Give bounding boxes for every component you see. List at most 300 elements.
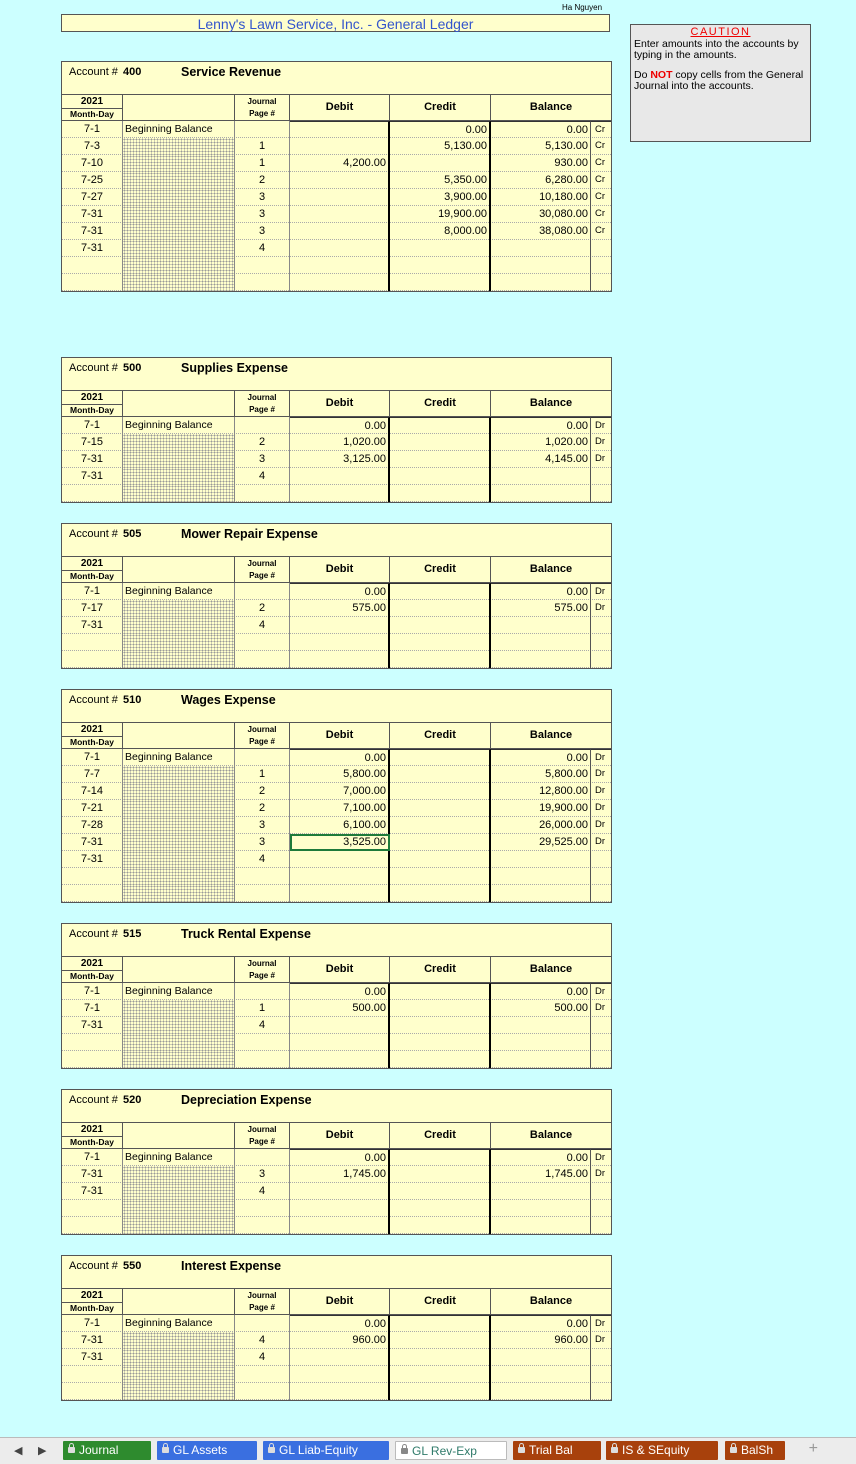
date-cell[interactable]: 7-1 <box>62 1315 123 1332</box>
balance-cell[interactable]: 1,020.00 <box>491 434 591 451</box>
credit-cell[interactable] <box>390 1149 491 1166</box>
balance-cell[interactable] <box>491 1217 591 1234</box>
description-cell[interactable] <box>123 800 235 817</box>
journal-page-cell[interactable]: 4 <box>235 1017 290 1034</box>
balance-cell[interactable]: 0.00 <box>491 121 591 138</box>
description-cell[interactable] <box>123 206 235 223</box>
journal-page-cell[interactable] <box>235 1149 290 1166</box>
balance-type-cell[interactable] <box>591 617 611 634</box>
debit-cell[interactable]: 0.00 <box>290 417 390 434</box>
description-cell[interactable] <box>123 1051 235 1068</box>
date-cell[interactable]: 7-31 <box>62 240 123 257</box>
debit-cell[interactable] <box>290 138 390 155</box>
date-cell[interactable] <box>62 1217 123 1234</box>
date-cell[interactable] <box>62 1366 123 1383</box>
balance-type-cell[interactable]: Cr <box>595 225 606 236</box>
balance-cell[interactable] <box>491 1383 591 1400</box>
description-cell[interactable]: Beginning Balance <box>123 417 235 434</box>
description-cell[interactable] <box>123 240 235 257</box>
journal-page-cell[interactable]: 2 <box>235 783 290 800</box>
balance-type-cell[interactable] <box>591 274 611 291</box>
credit-cell[interactable] <box>390 783 491 800</box>
credit-cell[interactable]: 19,900.00 <box>390 206 491 223</box>
balance-type-cell[interactable]: Dr <box>595 768 606 779</box>
debit-cell[interactable]: 0.00 <box>290 983 390 1000</box>
credit-cell[interactable] <box>390 1000 491 1017</box>
description-cell[interactable] <box>123 189 235 206</box>
description-cell[interactable] <box>123 834 235 851</box>
journal-page-cell[interactable] <box>235 983 290 1000</box>
date-cell[interactable]: 7-1 <box>62 1149 123 1166</box>
debit-cell[interactable] <box>290 634 390 651</box>
tab-trial-bal[interactable] <box>513 1441 601 1460</box>
prev-sheet-button[interactable]: ◀ <box>14 1445 23 1457</box>
credit-cell[interactable]: 3,900.00 <box>390 189 491 206</box>
debit-cell[interactable] <box>290 172 390 189</box>
balance-type-cell[interactable]: Dr <box>595 836 606 847</box>
date-cell[interactable] <box>62 1383 123 1400</box>
balance-type-cell[interactable]: Dr <box>595 785 606 796</box>
balance-type-cell[interactable]: Dr <box>595 436 606 447</box>
journal-page-cell[interactable] <box>235 1200 290 1217</box>
balance-type-cell[interactable]: Dr <box>595 1334 606 1345</box>
date-cell[interactable]: 7-1 <box>62 417 123 434</box>
debit-cell[interactable] <box>290 240 390 257</box>
balance-cell[interactable] <box>491 1034 591 1051</box>
debit-cell[interactable]: 1,020.00 <box>290 434 390 451</box>
journal-page-cell[interactable]: 1 <box>235 766 290 783</box>
description-cell[interactable]: Beginning Balance <box>123 749 235 766</box>
date-cell[interactable]: 7-21 <box>62 800 123 817</box>
balance-type-cell[interactable] <box>591 1200 611 1217</box>
credit-cell[interactable] <box>390 257 491 274</box>
credit-cell[interactable] <box>390 417 491 434</box>
balance-type-cell[interactable] <box>591 1349 611 1366</box>
date-cell[interactable]: 7-25 <box>62 172 123 189</box>
date-cell[interactable] <box>62 634 123 651</box>
journal-page-cell[interactable]: 1 <box>235 1000 290 1017</box>
balance-type-cell[interactable]: Dr <box>595 1002 606 1013</box>
balance-cell[interactable]: 0.00 <box>491 583 591 600</box>
date-cell[interactable]: 7-15 <box>62 434 123 451</box>
date-cell[interactable] <box>62 274 123 291</box>
description-cell[interactable] <box>123 885 235 902</box>
tab-gl-liab-equity[interactable] <box>263 1441 389 1460</box>
balance-cell[interactable] <box>491 1349 591 1366</box>
description-cell[interactable] <box>123 1183 235 1200</box>
description-cell[interactable]: Beginning Balance <box>123 121 235 138</box>
journal-page-cell[interactable]: 4 <box>235 617 290 634</box>
balance-cell[interactable]: 5,800.00 <box>491 766 591 783</box>
balance-type-cell[interactable]: Cr <box>595 140 606 151</box>
description-cell[interactable] <box>123 1017 235 1034</box>
debit-cell[interactable] <box>290 1349 390 1366</box>
date-cell[interactable]: 7-1 <box>62 583 123 600</box>
description-cell[interactable] <box>123 1349 235 1366</box>
journal-page-cell[interactable]: 4 <box>235 468 290 485</box>
balance-type-cell[interactable] <box>591 468 611 485</box>
debit-cell[interactable]: 4,200.00 <box>290 155 390 172</box>
date-cell[interactable]: 7-1 <box>62 749 123 766</box>
next-sheet-button[interactable]: ▶ <box>38 1445 47 1457</box>
credit-cell[interactable] <box>390 868 491 885</box>
description-cell[interactable] <box>123 851 235 868</box>
credit-cell[interactable]: 5,130.00 <box>390 138 491 155</box>
balance-cell[interactable]: 19,900.00 <box>491 800 591 817</box>
debit-cell[interactable] <box>290 1051 390 1068</box>
journal-page-cell[interactable] <box>235 417 290 434</box>
journal-page-cell[interactable] <box>235 749 290 766</box>
journal-page-cell[interactable]: 3 <box>235 1166 290 1183</box>
balance-type-cell[interactable] <box>591 1034 611 1051</box>
add-sheet-button[interactable]: + <box>808 1440 818 1457</box>
credit-cell[interactable] <box>390 1017 491 1034</box>
date-cell[interactable]: 7-31 <box>62 223 123 240</box>
debit-cell[interactable] <box>290 1183 390 1200</box>
debit-cell[interactable] <box>290 121 390 138</box>
description-cell[interactable] <box>123 468 235 485</box>
date-cell[interactable]: 7-17 <box>62 600 123 617</box>
debit-cell[interactable]: 0.00 <box>290 583 390 600</box>
balance-cell[interactable]: 10,180.00 <box>491 189 591 206</box>
debit-cell[interactable] <box>290 206 390 223</box>
balance-cell[interactable]: 500.00 <box>491 1000 591 1017</box>
debit-cell[interactable] <box>290 617 390 634</box>
description-cell[interactable] <box>123 1383 235 1400</box>
description-cell[interactable] <box>123 1000 235 1017</box>
balance-type-cell[interactable]: Dr <box>595 1168 606 1179</box>
debit-cell[interactable] <box>290 1383 390 1400</box>
debit-cell[interactable] <box>290 1217 390 1234</box>
balance-type-cell[interactable]: Dr <box>595 453 606 464</box>
balance-cell[interactable]: 0.00 <box>491 983 591 1000</box>
balance-cell[interactable] <box>491 1017 591 1034</box>
description-cell[interactable] <box>123 138 235 155</box>
description-cell[interactable] <box>123 155 235 172</box>
credit-cell[interactable] <box>390 468 491 485</box>
date-cell[interactable]: 7-31 <box>62 1332 123 1349</box>
balance-cell[interactable] <box>491 485 591 502</box>
balance-type-cell[interactable]: Dr <box>595 802 606 813</box>
credit-cell[interactable] <box>390 1315 491 1332</box>
balance-cell[interactable] <box>491 851 591 868</box>
credit-cell[interactable] <box>390 1183 491 1200</box>
journal-page-cell[interactable]: 3 <box>235 451 290 468</box>
description-cell[interactable] <box>123 634 235 651</box>
credit-cell[interactable] <box>390 155 491 172</box>
date-cell[interactable]: 7-1 <box>62 1000 123 1017</box>
debit-cell[interactable]: 575.00 <box>290 600 390 617</box>
debit-cell[interactable] <box>290 1034 390 1051</box>
debit-cell[interactable]: 3,125.00 <box>290 451 390 468</box>
journal-page-cell[interactable] <box>235 885 290 902</box>
debit-cell[interactable]: 7,100.00 <box>290 800 390 817</box>
journal-page-cell[interactable]: 3 <box>235 817 290 834</box>
description-cell[interactable] <box>123 651 235 668</box>
description-cell[interactable]: Beginning Balance <box>123 983 235 1000</box>
date-cell[interactable]: 7-1 <box>62 983 123 1000</box>
description-cell[interactable] <box>123 223 235 240</box>
balance-type-cell[interactable] <box>591 1383 611 1400</box>
description-cell[interactable] <box>123 1332 235 1349</box>
balance-type-cell[interactable] <box>591 1217 611 1234</box>
date-cell[interactable]: 7-7 <box>62 766 123 783</box>
balance-type-cell[interactable]: Dr <box>595 602 606 613</box>
credit-cell[interactable] <box>390 451 491 468</box>
date-cell[interactable]: 7-10 <box>62 155 123 172</box>
tab-balsh[interactable] <box>725 1441 785 1460</box>
credit-cell[interactable] <box>390 485 491 502</box>
balance-cell[interactable]: 29,525.00 <box>491 834 591 851</box>
journal-page-cell[interactable]: 1 <box>235 138 290 155</box>
balance-type-cell[interactable]: Cr <box>595 174 606 185</box>
journal-page-cell[interactable] <box>235 1034 290 1051</box>
date-cell[interactable]: 7-31 <box>62 834 123 851</box>
journal-page-cell[interactable] <box>235 1217 290 1234</box>
balance-type-cell[interactable]: Dr <box>591 749 611 766</box>
balance-type-cell[interactable]: Dr <box>591 417 611 434</box>
credit-cell[interactable] <box>390 1200 491 1217</box>
balance-cell[interactable] <box>491 617 591 634</box>
debit-cell[interactable] <box>290 851 390 868</box>
description-cell[interactable]: Beginning Balance <box>123 1149 235 1166</box>
debit-cell[interactable]: 6,100.00 <box>290 817 390 834</box>
debit-cell[interactable] <box>290 274 390 291</box>
credit-cell[interactable] <box>390 885 491 902</box>
credit-cell[interactable] <box>390 817 491 834</box>
balance-cell[interactable]: 575.00 <box>491 600 591 617</box>
debit-cell[interactable] <box>290 885 390 902</box>
credit-cell[interactable] <box>390 651 491 668</box>
credit-cell[interactable] <box>390 583 491 600</box>
credit-cell[interactable] <box>390 1383 491 1400</box>
credit-cell[interactable] <box>390 749 491 766</box>
balance-type-cell[interactable] <box>591 868 611 885</box>
debit-cell[interactable]: 0.00 <box>290 1149 390 1166</box>
journal-page-cell[interactable]: 2 <box>235 600 290 617</box>
journal-page-cell[interactable] <box>235 121 290 138</box>
balance-type-cell[interactable] <box>591 1051 611 1068</box>
debit-cell[interactable]: 0.00 <box>290 749 390 766</box>
description-cell[interactable] <box>123 1034 235 1051</box>
balance-cell[interactable]: 930.00 <box>491 155 591 172</box>
balance-cell[interactable]: 1,745.00 <box>491 1166 591 1183</box>
date-cell[interactable]: 7-31 <box>62 851 123 868</box>
debit-cell[interactable]: 3,525.00 <box>290 834 390 851</box>
balance-type-cell[interactable]: Dr <box>591 583 611 600</box>
journal-page-cell[interactable] <box>235 1315 290 1332</box>
balance-type-cell[interactable]: Cr <box>595 208 606 219</box>
balance-type-cell[interactable]: Cr <box>595 191 606 202</box>
date-cell[interactable]: 7-31 <box>62 206 123 223</box>
description-cell[interactable]: Beginning Balance <box>123 583 235 600</box>
balance-cell[interactable]: 0.00 <box>491 417 591 434</box>
balance-cell[interactable] <box>491 240 591 257</box>
tab-gl-rev-exp[interactable] <box>395 1441 507 1460</box>
tab-gl-assets[interactable] <box>157 1441 257 1460</box>
description-cell[interactable] <box>123 766 235 783</box>
journal-page-cell[interactable] <box>235 1366 290 1383</box>
credit-cell[interactable] <box>390 1217 491 1234</box>
credit-cell[interactable] <box>390 434 491 451</box>
balance-type-cell[interactable]: Dr <box>591 983 611 1000</box>
debit-cell[interactable]: 1,745.00 <box>290 1166 390 1183</box>
credit-cell[interactable] <box>390 766 491 783</box>
description-cell[interactable]: Beginning Balance <box>123 1315 235 1332</box>
date-cell[interactable]: 7-31 <box>62 1017 123 1034</box>
balance-type-cell[interactable] <box>591 651 611 668</box>
balance-type-cell[interactable]: Cr <box>595 157 606 168</box>
balance-type-cell[interactable] <box>591 485 611 502</box>
date-cell[interactable]: 7-31 <box>62 451 123 468</box>
balance-cell[interactable] <box>491 634 591 651</box>
credit-cell[interactable] <box>390 851 491 868</box>
credit-cell[interactable] <box>390 800 491 817</box>
description-cell[interactable] <box>123 783 235 800</box>
balance-cell[interactable]: 0.00 <box>491 749 591 766</box>
tab-journal[interactable] <box>63 1441 151 1460</box>
credit-cell[interactable] <box>390 1332 491 1349</box>
journal-page-cell[interactable]: 4 <box>235 240 290 257</box>
journal-page-cell[interactable]: 2 <box>235 800 290 817</box>
balance-cell[interactable] <box>491 274 591 291</box>
balance-cell[interactable] <box>491 1183 591 1200</box>
journal-page-cell[interactable]: 2 <box>235 172 290 189</box>
credit-cell[interactable] <box>390 834 491 851</box>
journal-page-cell[interactable] <box>235 1051 290 1068</box>
debit-cell[interactable] <box>290 1200 390 1217</box>
balance-cell[interactable] <box>491 1200 591 1217</box>
journal-page-cell[interactable]: 3 <box>235 206 290 223</box>
credit-cell[interactable] <box>390 1349 491 1366</box>
date-cell[interactable]: 7-28 <box>62 817 123 834</box>
balance-cell[interactable]: 38,080.00 <box>491 223 591 240</box>
description-cell[interactable] <box>123 868 235 885</box>
balance-type-cell[interactable]: Dr <box>595 819 606 830</box>
date-cell[interactable]: 7-31 <box>62 1349 123 1366</box>
date-cell[interactable]: 7-14 <box>62 783 123 800</box>
date-cell[interactable]: 7-31 <box>62 617 123 634</box>
debit-cell[interactable] <box>290 468 390 485</box>
journal-page-cell[interactable] <box>235 583 290 600</box>
credit-cell[interactable] <box>390 1166 491 1183</box>
balance-type-cell[interactable]: Cr <box>591 121 611 138</box>
balance-cell[interactable]: 4,145.00 <box>491 451 591 468</box>
balance-type-cell[interactable] <box>591 240 611 257</box>
balance-type-cell[interactable] <box>591 1017 611 1034</box>
balance-cell[interactable]: 960.00 <box>491 1332 591 1349</box>
description-cell[interactable] <box>123 274 235 291</box>
debit-cell[interactable]: 500.00 <box>290 1000 390 1017</box>
balance-type-cell[interactable]: Dr <box>591 1149 611 1166</box>
balance-cell[interactable] <box>491 1051 591 1068</box>
balance-cell[interactable]: 26,000.00 <box>491 817 591 834</box>
debit-cell[interactable]: 960.00 <box>290 1332 390 1349</box>
description-cell[interactable] <box>123 172 235 189</box>
debit-cell[interactable] <box>290 1366 390 1383</box>
balance-cell[interactable] <box>491 868 591 885</box>
debit-cell[interactable]: 5,800.00 <box>290 766 390 783</box>
description-cell[interactable] <box>123 257 235 274</box>
date-cell[interactable] <box>62 868 123 885</box>
balance-type-cell[interactable] <box>591 885 611 902</box>
balance-cell[interactable] <box>491 257 591 274</box>
balance-cell[interactable]: 6,280.00 <box>491 172 591 189</box>
debit-cell[interactable] <box>290 223 390 240</box>
description-cell[interactable] <box>123 600 235 617</box>
balance-cell[interactable] <box>491 651 591 668</box>
journal-page-cell[interactable]: 3 <box>235 834 290 851</box>
balance-cell[interactable]: 0.00 <box>491 1149 591 1166</box>
credit-cell[interactable] <box>390 1051 491 1068</box>
credit-cell[interactable] <box>390 1366 491 1383</box>
balance-type-cell[interactable] <box>591 851 611 868</box>
journal-page-cell[interactable]: 1 <box>235 155 290 172</box>
balance-cell[interactable]: 0.00 <box>491 1315 591 1332</box>
balance-type-cell[interactable] <box>591 257 611 274</box>
description-cell[interactable] <box>123 1366 235 1383</box>
balance-type-cell[interactable] <box>591 634 611 651</box>
credit-cell[interactable] <box>390 274 491 291</box>
date-cell[interactable] <box>62 1034 123 1051</box>
description-cell[interactable] <box>123 434 235 451</box>
journal-page-cell[interactable] <box>235 1383 290 1400</box>
date-cell[interactable]: 7-31 <box>62 1183 123 1200</box>
date-cell[interactable]: 7-3 <box>62 138 123 155</box>
date-cell[interactable] <box>62 485 123 502</box>
date-cell[interactable] <box>62 1051 123 1068</box>
description-cell[interactable] <box>123 1217 235 1234</box>
balance-cell[interactable] <box>491 468 591 485</box>
journal-page-cell[interactable] <box>235 257 290 274</box>
journal-page-cell[interactable]: 3 <box>235 189 290 206</box>
debit-cell[interactable]: 7,000.00 <box>290 783 390 800</box>
description-cell[interactable] <box>123 1200 235 1217</box>
balance-cell[interactable] <box>491 1366 591 1383</box>
tab-is-sequity[interactable] <box>606 1441 718 1460</box>
description-cell[interactable] <box>123 617 235 634</box>
credit-cell[interactable] <box>390 240 491 257</box>
debit-cell[interactable] <box>290 1017 390 1034</box>
journal-page-cell[interactable] <box>235 651 290 668</box>
credit-cell[interactable]: 0.00 <box>390 121 491 138</box>
date-cell[interactable] <box>62 1200 123 1217</box>
description-cell[interactable] <box>123 451 235 468</box>
balance-cell[interactable] <box>491 885 591 902</box>
debit-cell[interactable] <box>290 651 390 668</box>
balance-type-cell[interactable] <box>591 1366 611 1383</box>
journal-page-cell[interactable] <box>235 274 290 291</box>
debit-cell[interactable] <box>290 257 390 274</box>
balance-type-cell[interactable]: Dr <box>591 1315 611 1332</box>
date-cell[interactable] <box>62 651 123 668</box>
journal-page-cell[interactable] <box>235 485 290 502</box>
date-cell[interactable]: 7-31 <box>62 468 123 485</box>
credit-cell[interactable] <box>390 634 491 651</box>
journal-page-cell[interactable] <box>235 634 290 651</box>
date-cell[interactable]: 7-27 <box>62 189 123 206</box>
balance-cell[interactable]: 30,080.00 <box>491 206 591 223</box>
date-cell[interactable]: 7-31 <box>62 1166 123 1183</box>
date-cell[interactable]: 7-1 <box>62 121 123 138</box>
date-cell[interactable] <box>62 885 123 902</box>
description-cell[interactable] <box>123 817 235 834</box>
journal-page-cell[interactable]: 4 <box>235 1183 290 1200</box>
debit-cell[interactable] <box>290 868 390 885</box>
credit-cell[interactable] <box>390 600 491 617</box>
debit-cell[interactable] <box>290 485 390 502</box>
balance-cell[interactable]: 12,800.00 <box>491 783 591 800</box>
